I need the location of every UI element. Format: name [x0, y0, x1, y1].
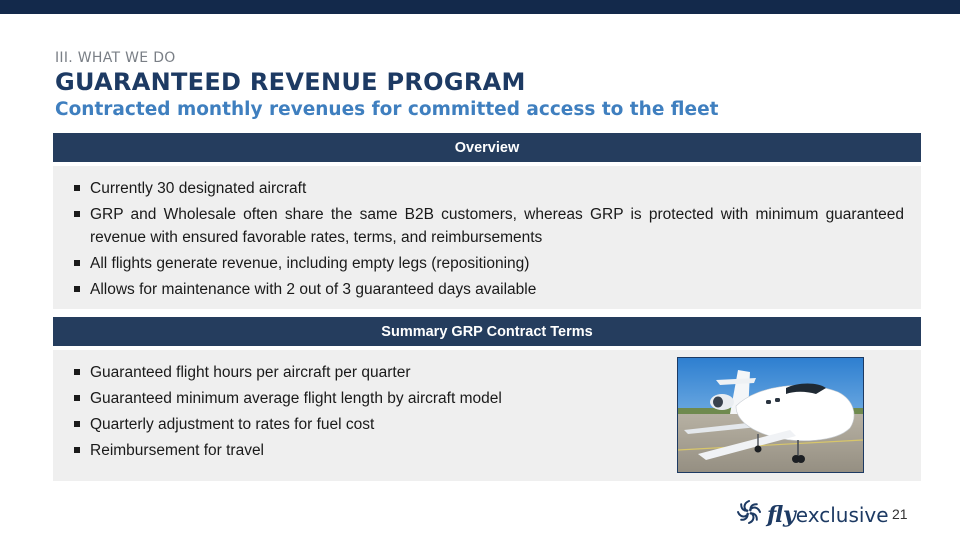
private-jet-image — [677, 357, 864, 473]
overview-list — [53, 177, 921, 301]
page-title: GUARANTEED REVENUE PROGRAM — [55, 68, 526, 96]
contract-terms-bullet: Reimbursement for travel — [53, 439, 663, 462]
overview-bullet: GRP and Wholesale often share the same B2B customers, whereas GRP is protected with minimum guaranteed revenue with ensured favorable rates, terms, and reimbursements — [53, 203, 921, 249]
logo-text-exclusive: exclusive — [795, 502, 889, 527]
contract-terms-bullet: Guaranteed flight hours per aircraft per quarter — [53, 361, 663, 384]
logo-text-fly: fly — [767, 501, 796, 528]
overview-bullet: Currently 30 designated aircraft — [53, 177, 921, 200]
flyexclusive-logo — [735, 498, 889, 531]
contract-terms-list — [53, 361, 663, 462]
overview-header: Overview — [53, 133, 921, 162]
overview-panel — [53, 166, 921, 309]
swirl-logo-icon — [735, 498, 763, 531]
page-subtitle: Contracted monthly revenues for committed access to the fleet — [55, 99, 719, 120]
contract-terms-header: Summary GRP Contract Terms — [53, 317, 921, 346]
section-label: III. WHAT WE DO — [55, 50, 176, 66]
top-bar — [0, 0, 960, 14]
contract-terms-bullet: Guaranteed minimum average flight length by aircraft model — [53, 387, 663, 410]
contract-terms-bullet: Quarterly adjustment to rates for fuel cost — [53, 413, 663, 436]
page-number: 21 — [892, 506, 908, 522]
overview-bullet: All flights generate revenue, including empty legs (repositioning) — [53, 252, 921, 275]
overview-bullet: Allows for maintenance with 2 out of 3 guaranteed days available — [53, 278, 921, 301]
